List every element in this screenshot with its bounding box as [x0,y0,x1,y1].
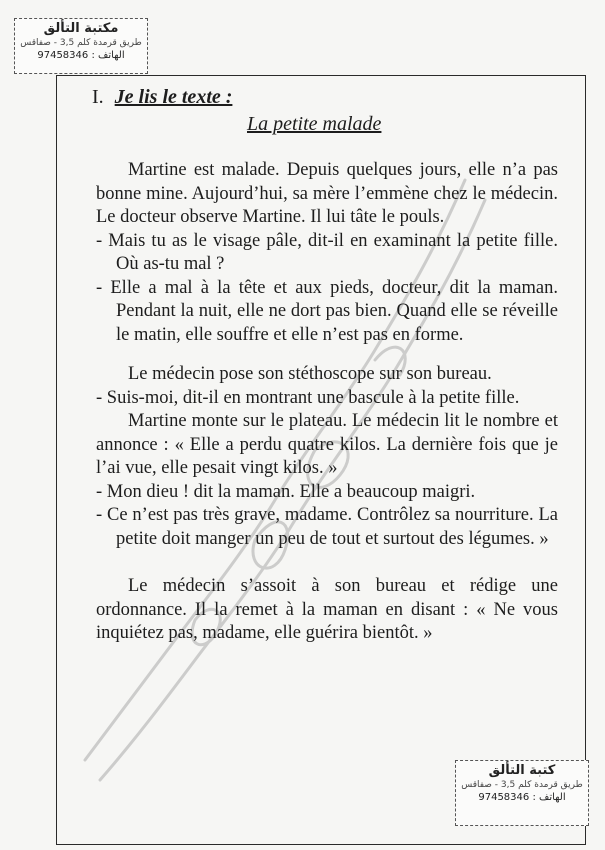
bookshop-stamp-top [14,18,148,74]
reading-text [96,159,558,646]
bookshop-stamp-bottom [455,760,589,826]
paragraph-3: Martine monte sur le plateau. Le médecin lit le nombre et annonce : « Elle a perdu quatre kilos. La dernière fois que je l’ai vue, elle pesait vingt kilos. » [96,411,558,478]
dialogue-line-1: - Mais tu as le visage pâle, dit-il en examinant la petite fille. Où as-tu mal ? [96,230,558,274]
dialogue-line-2: - Elle a mal à la tête et aux pieds, docteur, dit la maman. Pendant la nuit, elle ne dort pas bien. Quand elle se réveille le matin, elle souffre et elle n’est pas en forme. [96,277,558,345]
dialogue-line-3: - Suis-moi, dit-il en montrant une bascule à la petite fille. [96,387,520,408]
stamp-shop-name: مكتبة التألق [43,21,119,36]
stamp-shop-name: كتبة التألق [488,763,556,778]
stamp-phone-number: 97458346 [37,50,89,61]
section-number: I. [92,86,104,108]
text-title: La petite malade [247,113,382,135]
stamp-phone-label: الهاتف : [532,792,566,803]
stamp-phone-number: 97458346 [478,792,530,803]
stamp-phone-label: الهاتف : [91,50,125,61]
stamp-address: طريق قرمدة كلم 3,5 - صفاقس [20,38,142,48]
paragraph-1: Martine est malade. Depuis quelques jours, elle n’a pas bonne mine. Aujourd’hui, sa mère l’emmène chez le médecin. Le docteur observe Martine. Il lui tâte le pouls. [96,160,558,227]
stamp-phone-line [456,792,588,803]
stamp-phone-line [15,50,147,61]
stamp-address: طريق قرمدة كلم 3,5 - صفاقس [461,780,583,790]
section-title: Je lis le texte : [114,86,233,108]
paragraph-2: Le médecin pose son stéthoscope sur son bureau. [128,364,492,384]
section-heading [92,86,232,109]
dialogue-line-4: - Mon dieu ! dit la maman. Elle a beaucoup maigri. [96,481,476,502]
dialogue-line-5: - Ce n’est pas très grave, madame. Contrôlez sa nourriture. La petite doit manger un peu de tout et surtout des légumes. » [96,505,558,549]
paragraph-4: Le médecin s’assoit à son bureau et rédige une ordonnance. Il la remet à la maman en disant : « Ne vous inquiétez pas, madame, elle guérira bientôt. » [96,576,558,643]
